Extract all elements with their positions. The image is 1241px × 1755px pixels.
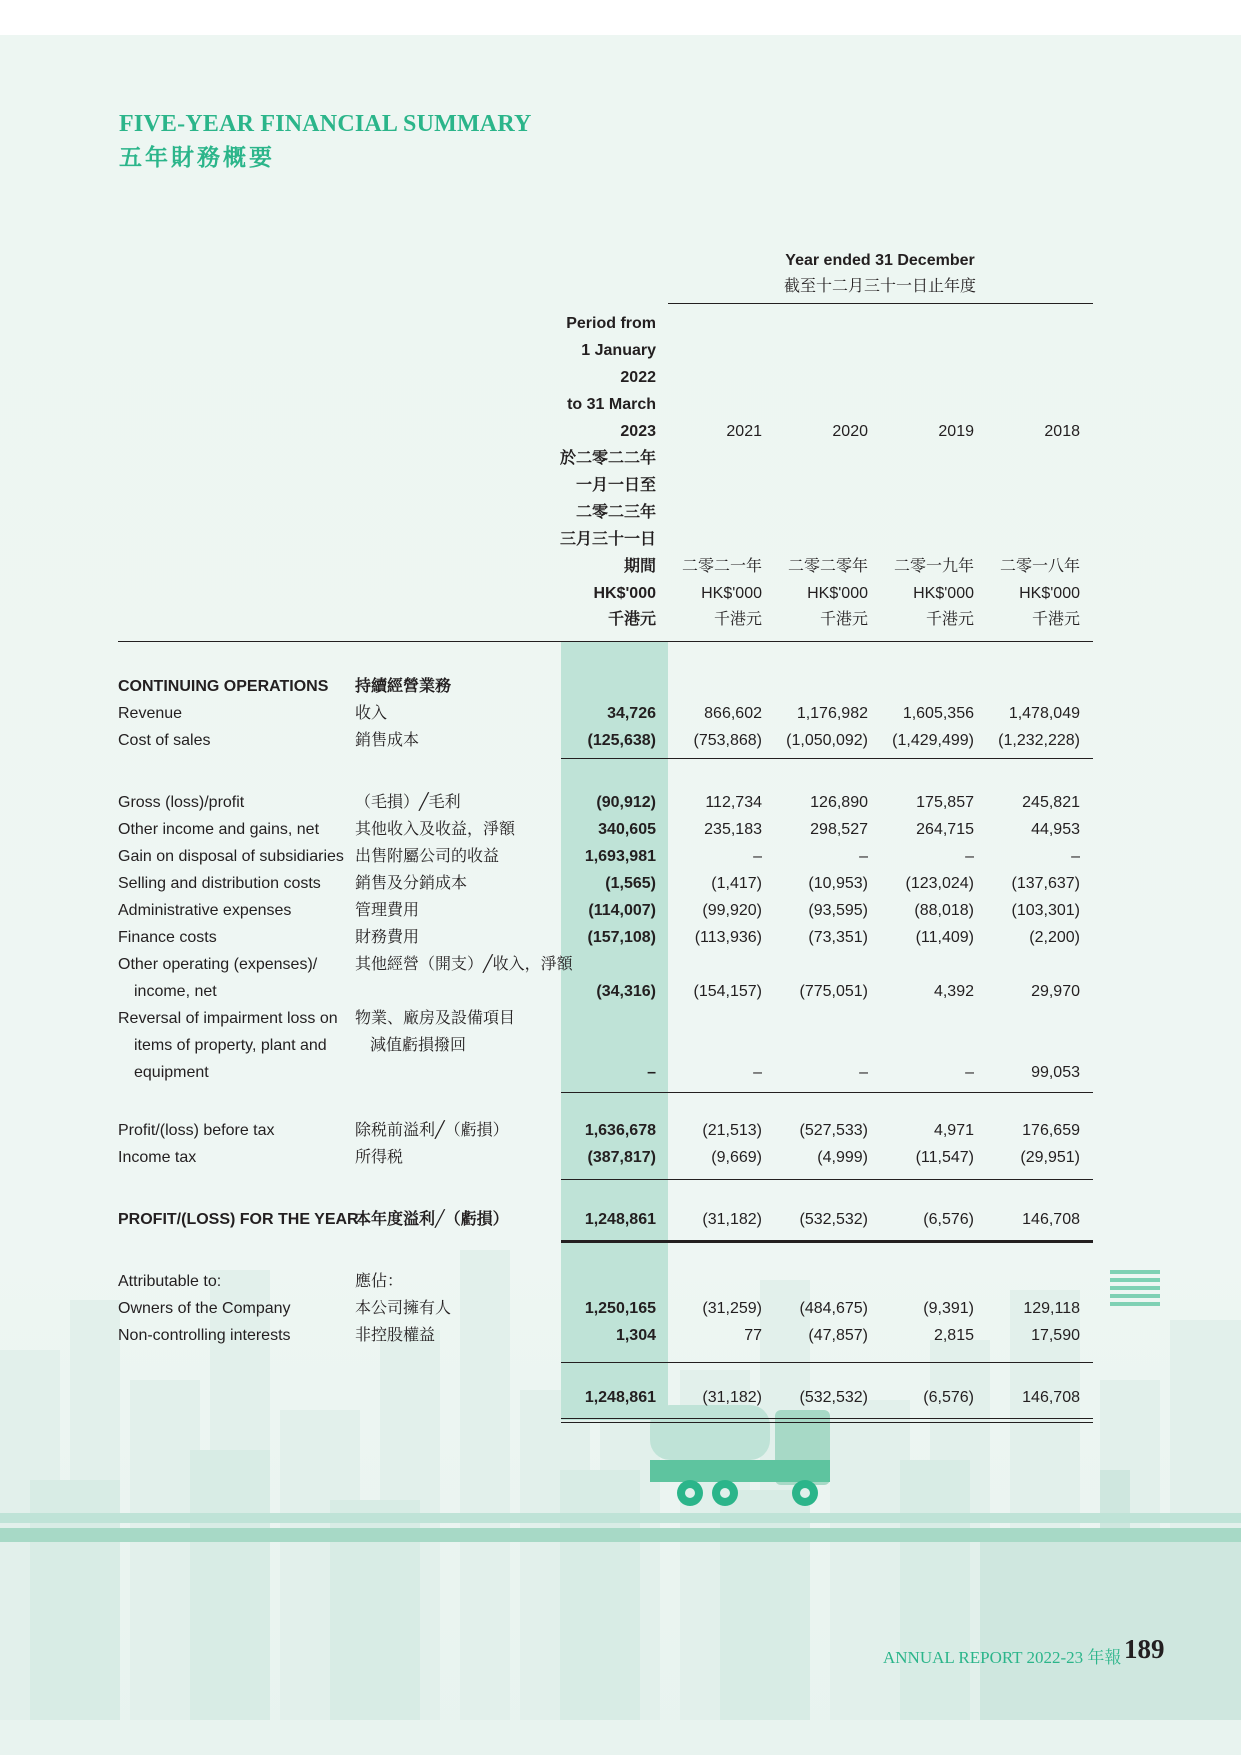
year-value: – xyxy=(753,1064,762,1081)
year-value: (31,259) xyxy=(702,1300,762,1317)
year-2018: 2018 xyxy=(1044,423,1080,440)
year-value: (99,920) xyxy=(702,902,762,919)
year-value: (113,936) xyxy=(694,929,762,946)
year-value: – xyxy=(1071,848,1080,865)
row-label-cn: 財務費用 xyxy=(355,929,420,946)
row-label: Attributable to: xyxy=(118,1273,222,1290)
year-value: – xyxy=(859,848,868,865)
currency-2020-cn: 千港元 xyxy=(819,611,868,628)
year-value: (1,232,228) xyxy=(998,732,1080,749)
row-label: Finance costs xyxy=(118,929,217,946)
row-label-cn: 所得税 xyxy=(355,1149,404,1166)
row-label: Non-controlling interests xyxy=(118,1327,291,1344)
row-label: Gross (loss)/profit xyxy=(118,794,245,811)
year-value: (532,532) xyxy=(799,1211,868,1228)
row-label-cn: 收入 xyxy=(355,705,388,722)
year-value: 112,734 xyxy=(705,794,762,811)
year-value: (6,576) xyxy=(923,1211,974,1228)
period-value: – xyxy=(647,1064,656,1081)
row-label-cn: 持續經營業務 xyxy=(355,678,452,695)
year-value: 17,590 xyxy=(1031,1327,1080,1344)
rule-after-reversal xyxy=(561,1092,1093,1093)
year-value: (775,051) xyxy=(799,983,868,1000)
year-2021-cn: 二零二一年 xyxy=(681,558,762,575)
row-label: equipment xyxy=(134,1064,209,1081)
year-value: 29,970 xyxy=(1031,983,1080,1000)
year-value: (2,200) xyxy=(1029,929,1080,946)
page-title-en: FIVE-YEAR FINANCIAL SUMMARY xyxy=(119,111,532,137)
year-value: – xyxy=(965,1064,974,1081)
year-2019: 2019 xyxy=(938,423,974,440)
row-label: Profit/(loss) before tax xyxy=(118,1122,275,1139)
currency-2021-cn: 千港元 xyxy=(713,611,762,628)
period-currency-cn: 千港元 xyxy=(607,611,656,628)
header-rule xyxy=(118,641,1093,642)
year-value: (11,409) xyxy=(915,929,974,946)
year-value: (6,576) xyxy=(923,1389,974,1406)
row-label: Gain on disposal of subsidiaries xyxy=(118,848,344,865)
year-value: 146,708 xyxy=(1022,1389,1080,1406)
row-label-cn: 其他經營（開支）╱收入，淨額 xyxy=(355,956,573,973)
year-ended-heading-cn: 截至十二月三十一日止年度 xyxy=(783,278,976,295)
year-value: 126,890 xyxy=(810,794,868,811)
year-value: 4,971 xyxy=(933,1122,974,1139)
row-label-cn: 其他收入及收益，淨額 xyxy=(355,821,516,838)
year-value: (154,157) xyxy=(693,983,762,1000)
year-value: (9,669) xyxy=(711,1149,762,1166)
year-2018-cn: 二零一八年 xyxy=(999,558,1080,575)
year-value: (137,637) xyxy=(1011,875,1080,892)
period-value: (387,817) xyxy=(587,1149,656,1166)
currency-2019: HK$'000 xyxy=(913,585,974,602)
row-label: Other operating (expenses)/ xyxy=(118,956,318,973)
year-value: 99,053 xyxy=(1031,1064,1080,1081)
year-value: (29,951) xyxy=(1020,1149,1080,1166)
year-value: (9,391) xyxy=(923,1300,974,1317)
row-label: Cost of sales xyxy=(118,732,211,749)
year-value: (73,351) xyxy=(808,929,868,946)
period-value: 1,636,678 xyxy=(584,1122,656,1139)
year-value: (10,953) xyxy=(808,875,868,892)
year-value: (532,532) xyxy=(799,1389,868,1406)
year-value: 245,821 xyxy=(1022,794,1080,811)
row-label-cn: 銷售及分銷成本 xyxy=(355,875,468,892)
year-value: (123,024) xyxy=(905,875,974,892)
year-value: (527,533) xyxy=(799,1122,868,1139)
year-value: 4,392 xyxy=(933,983,974,1000)
year-value: (1,417) xyxy=(711,875,762,892)
year-value: (103,301) xyxy=(1011,902,1080,919)
row-label-cn: （毛損）╱毛利 xyxy=(355,794,461,811)
footer-page-number: 189 xyxy=(1124,1634,1165,1664)
year-value: (31,182) xyxy=(702,1211,762,1228)
period-value: 1,248,861 xyxy=(584,1389,656,1406)
year-value: 298,527 xyxy=(810,821,868,838)
row-label-cn: 應佔： xyxy=(355,1273,404,1290)
year-value: 235,183 xyxy=(704,821,762,838)
period-heading-cn-1: 於二零二二年 xyxy=(559,450,656,467)
row-label: Revenue xyxy=(118,705,183,722)
year-value: 1,605,356 xyxy=(902,705,974,722)
row-label: Owners of the Company xyxy=(118,1300,291,1317)
year-value: (1,429,499) xyxy=(892,732,974,749)
year-value: 1,176,982 xyxy=(796,705,868,722)
period-currency: HK$'000 xyxy=(593,585,656,602)
year-value: 146,708 xyxy=(1022,1211,1080,1228)
year-ended-rule xyxy=(668,303,1093,304)
currency-2019-cn: 千港元 xyxy=(925,611,974,628)
row-label-cn: 除税前溢利╱（虧損） xyxy=(355,1122,509,1139)
rule-total-1 xyxy=(561,1418,1093,1419)
year-value: (4,999) xyxy=(817,1149,868,1166)
period-value: 1,248,861 xyxy=(584,1211,656,1228)
period-heading-cn-5: 期間 xyxy=(623,558,656,575)
rule-year-thick xyxy=(561,1240,1093,1243)
year-value: (484,675) xyxy=(799,1300,868,1317)
footer-report-name: ANNUAL REPORT 2022-23 年報 xyxy=(883,1648,1122,1667)
year-value: – xyxy=(965,848,974,865)
period-heading-line-2: 1 January xyxy=(581,342,656,359)
year-value: (11,547) xyxy=(915,1149,974,1166)
row-label-cn: 出售附屬公司的收益 xyxy=(355,848,500,865)
year-value: (31,182) xyxy=(702,1389,762,1406)
period-value: (1,565) xyxy=(605,875,656,892)
year-value: 44,953 xyxy=(1031,821,1080,838)
row-label: Administrative expenses xyxy=(118,902,292,919)
row-label: Reversal of impairment loss on xyxy=(118,1010,338,1027)
row-label: Selling and distribution costs xyxy=(118,875,321,892)
currency-2020: HK$'000 xyxy=(807,585,868,602)
period-heading-line-1: Period from xyxy=(566,315,656,332)
year-value: – xyxy=(753,848,762,865)
year-value: (1,050,092) xyxy=(786,732,868,749)
year-value: (47,857) xyxy=(808,1327,868,1344)
year-2019-cn: 二零一九年 xyxy=(893,558,974,575)
rule-after-nci xyxy=(561,1362,1093,1363)
year-2021: 2021 xyxy=(726,423,762,440)
period-value: (114,007) xyxy=(588,902,656,919)
period-value: (90,912) xyxy=(596,794,656,811)
year-value: 176,659 xyxy=(1022,1122,1080,1139)
period-value: (157,108) xyxy=(587,929,656,946)
row-label-cn: 本公司擁有人 xyxy=(355,1300,452,1317)
period-heading-line-4: to 31 March xyxy=(567,396,656,413)
row-label: Other income and gains, net xyxy=(118,821,320,838)
year-value: 2,815 xyxy=(933,1327,974,1344)
row-label-cn: 非控股權益 xyxy=(355,1327,436,1344)
year-2020-cn: 二零二零年 xyxy=(787,558,868,575)
year-2020: 2020 xyxy=(832,423,868,440)
period-heading-line-3: 2022 xyxy=(620,369,656,386)
row-label-cn: 管理費用 xyxy=(355,902,420,919)
year-value: (753,868) xyxy=(693,732,762,749)
year-value: 175,857 xyxy=(916,794,974,811)
row-label: PROFIT/(LOSS) FOR THE YEAR xyxy=(118,1211,359,1228)
currency-2018-cn: 千港元 xyxy=(1031,611,1080,628)
year-value: 1,478,049 xyxy=(1008,705,1080,722)
period-value: 1,304 xyxy=(615,1327,656,1344)
row-label: Income tax xyxy=(118,1149,197,1166)
period-value: (125,638) xyxy=(587,732,656,749)
year-value: 129,118 xyxy=(1023,1300,1080,1317)
year-value: (88,018) xyxy=(914,902,974,919)
period-value: 34,726 xyxy=(607,705,656,722)
row-label: items of property, plant and xyxy=(134,1037,327,1054)
period-heading-line-5: 2023 xyxy=(620,423,656,440)
row-label-cn: 物業、廠房及設備項目 xyxy=(355,1010,516,1027)
period-value: (34,316) xyxy=(596,983,656,1000)
period-heading-cn-2: 一月一日至 xyxy=(575,477,656,494)
year-value: 866,602 xyxy=(704,705,762,722)
rule-after-cost xyxy=(561,758,1093,759)
period-heading-cn-3: 二零二三年 xyxy=(575,504,656,521)
row-label-cn: 減值虧損撥回 xyxy=(370,1037,467,1054)
row-label: CONTINUING OPERATIONS xyxy=(118,678,329,695)
period-value: 340,605 xyxy=(598,821,656,838)
row-label-cn: 銷售成本 xyxy=(355,732,420,749)
page-title-cn: 五年財務概要 xyxy=(119,144,275,170)
period-heading-cn-4: 三月三十一日 xyxy=(559,531,656,548)
currency-2021: HK$'000 xyxy=(701,585,762,602)
row-label-cn: 本年度溢利╱（虧損） xyxy=(355,1211,509,1228)
year-value: – xyxy=(859,1064,868,1081)
rule-total-2 xyxy=(561,1422,1093,1423)
year-value: 264,715 xyxy=(916,821,974,838)
year-value: 77 xyxy=(744,1327,762,1344)
period-value: 1,693,981 xyxy=(584,848,656,865)
row-label: income, net xyxy=(134,983,217,1000)
year-ended-heading: Year ended 31 December xyxy=(785,252,975,269)
year-value: (93,595) xyxy=(808,902,868,919)
year-value: (21,513) xyxy=(702,1122,762,1139)
period-value: 1,250,165 xyxy=(584,1300,656,1317)
rule-after-tax xyxy=(561,1179,1093,1180)
currency-2018: HK$'000 xyxy=(1019,585,1080,602)
